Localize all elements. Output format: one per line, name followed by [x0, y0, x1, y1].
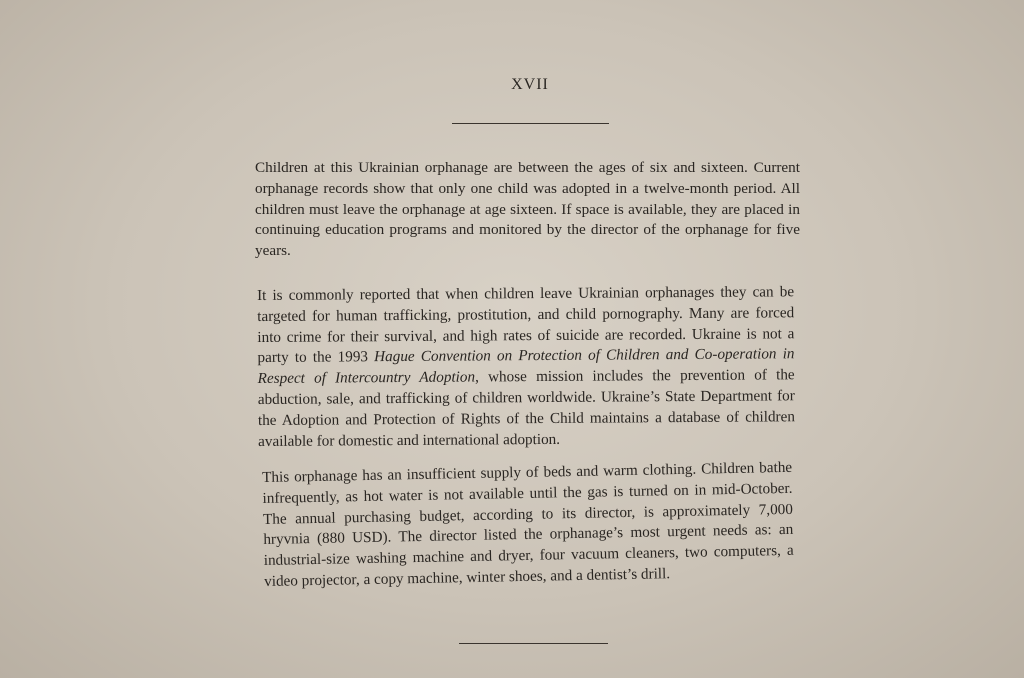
paragraph-2-text-end: , whose mission includes the prevention of the abduction, sale, and trafficking of children worldwide. Ukraine’s State Department for the Adoption and Protection of Rights of the Child maintains a database of children available for domestic and international adoption.	[257, 366, 795, 450]
paragraph-supply-needs: This orphanage has an insufficient supply of beds and warm clothing. Children bathe infrequently, as hot water is not available until the gas is turned on in mid-October. The annual purchasing budget, according to its director, is approximately 7,000 hryvnia (880 USD). The director listed the orphanage’s most urgent needs as: an industrial-size washing machine and dryer, four vacuum cleaners, two computers, a video projector, a copy machine, winter shoes, and a dentist’s drill.	[262, 458, 794, 590]
top-divider	[452, 123, 609, 124]
paragraph-adoption-facts: Children at this Ukrainian orphanage are between the ages of six and sixteen. Current orphanage records show that only one child was adopted in a twelve-month period. All children must leave the orphanage at age sixteen. If space is available, they are placed in continuing education programs and monitored by the director of the orphanage for five years.	[255, 159, 800, 260]
paragraph-trafficking-risks	[257, 282, 795, 452]
section-heading: XVII	[511, 76, 549, 93]
convention-title: Hague Convention on Protection of Children and Co-operation in Respect of Intercountry Adoption	[257, 345, 795, 388]
paragraph-2-text-start: It is commonly reported that when children leave Ukrainian orphanages they can be targeted for human trafficking, prostitution, and child pornography. Many are forced into crime for their survival, and high rates of suicide are recorded. Ukraine is not a party to the 1993	[257, 283, 795, 367]
bottom-divider	[459, 643, 608, 644]
